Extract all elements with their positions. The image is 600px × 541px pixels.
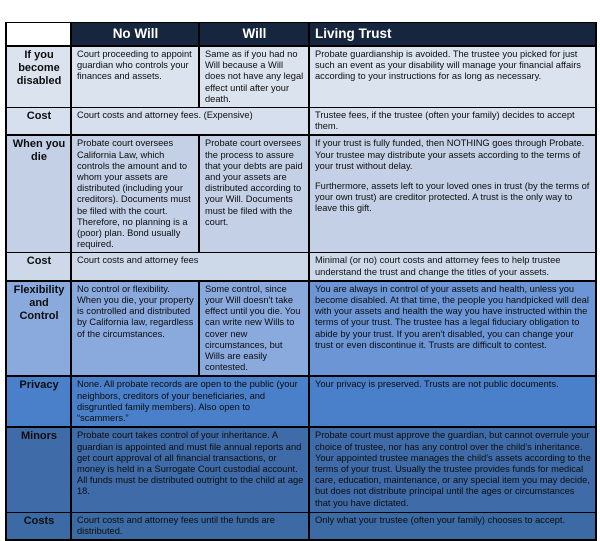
cell-merged-minors: Probate court takes control of your inheritance. A guardian is appointed and must file annual reports and get court approval of all financial transactions, or money is held in a Surrogate Court custodial account. All funds must be distributed outright to the child at age 18. — [71, 427, 309, 512]
row-label-cost-death: Cost — [6, 253, 71, 281]
table-header — [6, 23, 596, 47]
row-label-when-you-die: When you die — [6, 135, 71, 253]
cell-living-trust-flexibility: You are always in control of your assets and health, unless you become disabled. At that time, the people you handpicked will deal with your assets and health the way you have instructed within the terms of your trust. The trustee has a legal fiduciary obligation to abide by your trust. If you aren't disabled, you can change your trust or even discontinue it. Trusts are difficult to contest. — [309, 281, 596, 377]
cell-living-trust-disabled: Probate guardianship is avoided. The trustee you picked for just such an event as your disability will manage your financial affairs according to your instructions for as long as necessary. — [309, 46, 596, 108]
estate-planning-comparison-table — [5, 22, 597, 541]
cell-living-trust-minors: Probate court must approve the guardian, but cannot overrule your choice of trustee, nor has any control over the child's inheritance. Your appointed trustee manages the child's assets according to the terms of your trust. Usually the trustee provides funds for medical care, education, maintenance, or any special item you may decide, but does not distribute principal until the ages or circumstances that you have dictated. — [309, 427, 596, 512]
table-row — [6, 46, 596, 108]
cell-living-trust-privacy: Your privacy is preserved. Trusts are not public documents. — [309, 376, 596, 427]
column-header-living-trust: Living Trust — [309, 23, 596, 47]
trust-die-paragraph-2: Furthermore, assets left to your loved ones in trust (by the terms of your own trust) are creditor protected. A trust is the only way to leave this gift. — [315, 181, 590, 214]
row-label-flexibility-and-control: Flexibility and Control — [6, 281, 71, 377]
row-label-cost-disability: Cost — [6, 108, 71, 136]
cell-living-trust-cost-death: Minimal (or no) court costs and attorney fees to help trustee understand the trust and change the titles of your assets. — [309, 253, 596, 281]
table-row — [6, 427, 596, 512]
table-row — [6, 281, 596, 377]
trust-die-paragraph-1: If your trust is fully funded, then NOTHING goes through Probate. Your trustee may distribute your assets according to the terms of your trust without delay. — [315, 138, 585, 171]
cell-merged-cost-disability: Court costs and attorney fees. (Expensive) — [71, 108, 309, 136]
table-row — [6, 253, 596, 281]
cell-will-disabled: Same as if you had no Will because a Will does not have any legal effect until after your death. — [199, 46, 309, 108]
cell-living-trust-cost-disability: Trustee fees, if the trustee (often your family) decides to accept them. — [309, 108, 596, 136]
cell-no-will-when-you-die: Probate court oversees California Law, which controls the amount and to whom your assets are distributed (including your creditors). Documents must be filed with the court. Therefore, no planning is a (poor) plan. Bond usually required. — [71, 135, 199, 253]
row-label-costs-minors: Costs — [6, 512, 71, 540]
row-label-minors: Minors — [6, 427, 71, 512]
column-header-no-will: No Will — [71, 23, 199, 47]
table-row — [6, 376, 596, 427]
row-label-if-you-become-disabled: If you become disabled — [6, 46, 71, 108]
cell-living-trust-costs-minors: Only what your trustee (often your family) chooses to accept. — [309, 512, 596, 540]
table-body — [6, 46, 596, 540]
table-row — [6, 108, 596, 136]
cell-merged-cost-death: Court costs and attorney fees — [71, 253, 309, 281]
cell-merged-costs-minors: Court costs and attorney fees until the funds are distributed. — [71, 512, 309, 540]
table-row — [6, 135, 596, 253]
cell-will-flexibility: Some control, since your Will doesn't take effect until you die. You can write new Wills to cover new circumstances, but Wills are easily contested. — [199, 281, 309, 377]
cell-will-when-you-die: Probate court oversees the process to assure that your debts are paid and your assets are distributed according to your Will. Documents must be filed with the court. — [199, 135, 309, 253]
header-corner-cell — [6, 23, 71, 47]
column-header-will: Will — [199, 23, 309, 47]
cell-merged-privacy: None. All probate records are open to the public (your neighbors, creditors of your beneficiaries, and disgruntled family members). Also open to “scammers.” — [71, 376, 309, 427]
table-row — [6, 512, 596, 540]
cell-living-trust-when-you-die — [309, 135, 596, 253]
cell-no-will-flexibility: No control or flexibility. When you die, your property is controlled and distributed by California law, regardless of the circumstances. — [71, 281, 199, 377]
row-label-privacy: Privacy — [6, 376, 71, 427]
header-row — [6, 23, 596, 47]
cell-no-will-disabled: Court proceeding to appoint guardian who controls your finances and assets. — [71, 46, 199, 108]
